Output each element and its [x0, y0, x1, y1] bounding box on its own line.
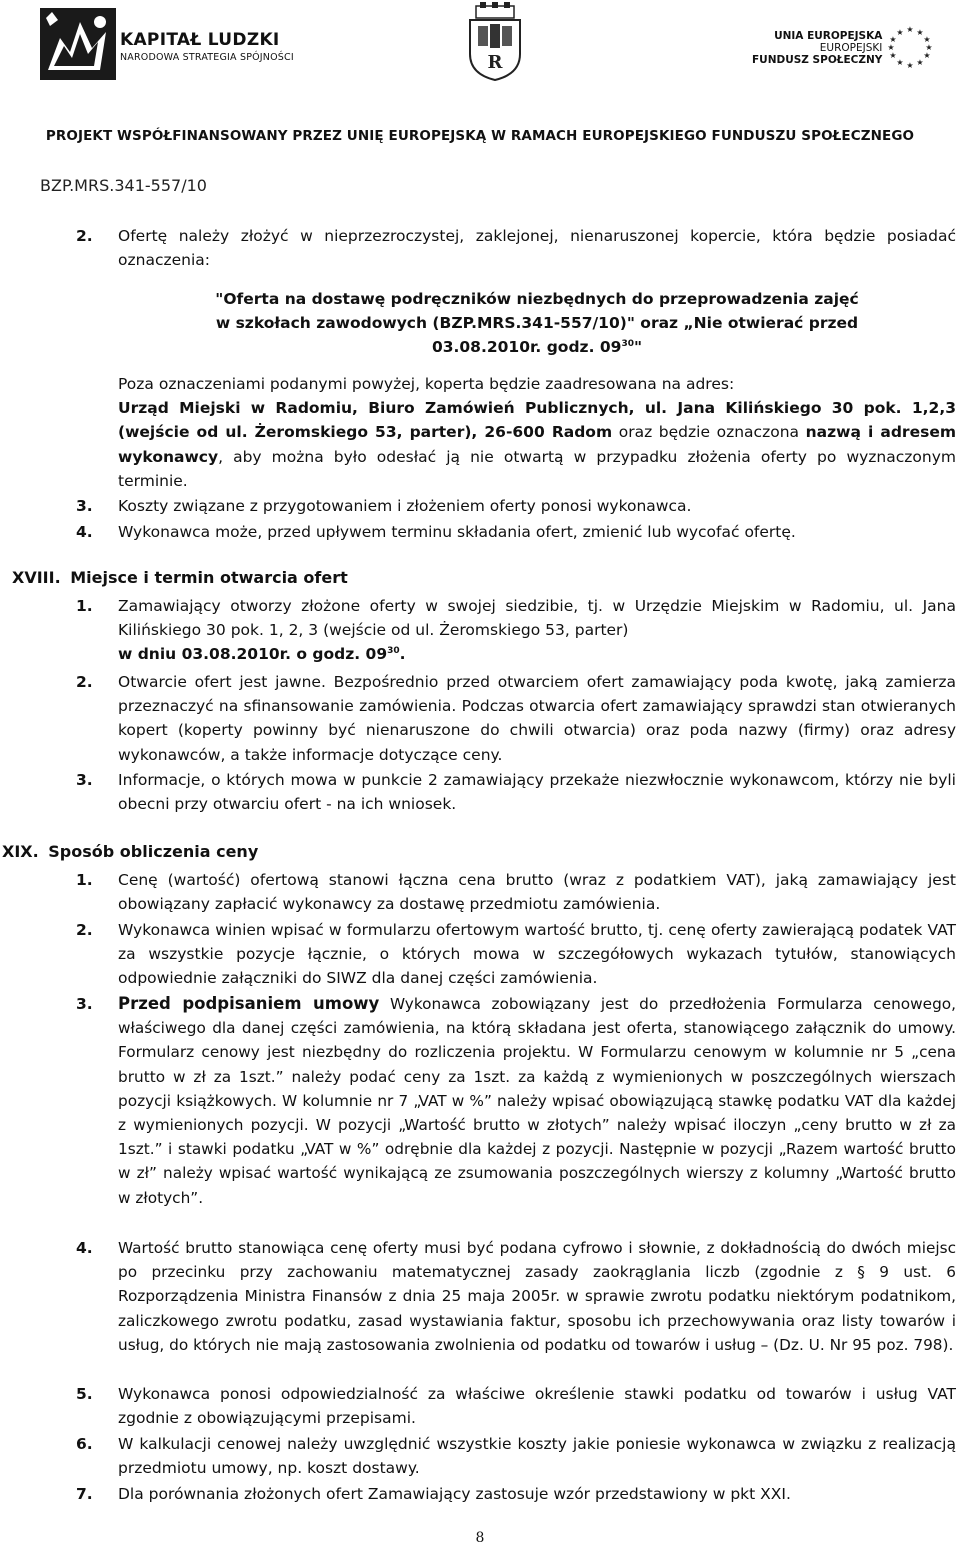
item-text: Otwarcie ofert jest jawne. Bezpośrednio przed otwarciem ofert zamawiający poda kwotę, jaką zamierza przeznaczyć na sfinansowanie zamówienia. Podczas otwarcia ofert zamawiający sprawdzi stan otwieranych kopert (koperty powinny być nienaruszone do chwili otwarcia) oraz poda nazwy (firmy) oraz adresy wykonawców, a także informacje dotyczące ceny.: [118, 673, 956, 764]
section-title: Sposób obliczenia ceny: [48, 842, 259, 861]
kapital-ludzki-logo-icon: [40, 8, 116, 80]
svg-text:★: ★: [925, 43, 933, 52]
eu-label-line1: UNIA EUROPEJSKA: [774, 30, 883, 42]
svg-text:★: ★: [887, 43, 895, 52]
item-text: Wykonawca winien wpisać w formularzu ofertowym wartość brutto, tj. cenę oferty zawierającą podatek VAT za wszystkie pozycje łącznie, o których mowa w szczegółowych wykazach tytułów, stanowiących odpowiednie załączniki do SIWZ dla danej części zamówienia.: [118, 921, 956, 988]
item-text: Zamawiający otworzy złożone oferty w swojej siedzibie, tj. w Urzędzie Miejskim w Radomiu, ul. Jana Kilińskiego 30 pok. 1, 2, 3 (wejście od ul. Żeromskiego 53, parter) w dniu 03.08.2010r. o godz. $09^{30}$.: [118, 597, 956, 664]
item-number: 1.: [76, 871, 93, 889]
kapital-ludzki-wordmark: [120, 30, 294, 63]
item-text: Koszty związane z przygotowaniem i złożeniem oferty ponosi wykonawca.: [118, 497, 692, 515]
item-text: Dla porównania złożonych ofert Zamawiający zastosuje wzór przedstawiony w pkt XXI.: [118, 1485, 791, 1503]
item-text: Informacje, o których mowa w punkcie 2 zamawiający przekaże niezwłocznie wykonawcom, którzy nie byli obecni przy otwarciu ofert - na ich wniosek.: [118, 771, 956, 814]
item-number: 7.: [76, 1485, 93, 1503]
svg-text:★: ★: [923, 35, 931, 44]
envelope-label-line3: 03.08.2010r. godz. $09^{30}$": [431, 338, 643, 356]
item-text: Przed podpisaniem umowy Wykonawca zobowiązany jest do przedłożenia Formularza cenowego, właściwego dla danej części zamówienia, na którą składana jest oferta, stanowiącego załącznik do umowy. Formularz cenowy jest niezbędny do rozliczenia projektu. W Formularzu cenowym w kolumnie nr 5 „cena brutto w zł za 1szt.” należy podać ceny za 1szt. za każdą z wymienionych w poszczególnych wierszach pozycji książkowych. W kolumnie nr 7 „VAT w %” należy wpisać obowiązującą stawkę podatku VAT dla każdej z wymienionych pozycji. W pozycji „Wartość brutto w złotych” należy wpisać iloczyn „ceny brutto w zł za 1szt.” i stawki podatku „VAT w %” odrębnie dla każdej z pozycji. Następnie w pozycji „Razem wartość brutto w zł” należy wpisać wartość wynikającą ze zsumowania poszczególnych wierszy z kolumny „Wartość brutto w złotych”.: [118, 994, 957, 1207]
item-number: 5.: [76, 1385, 93, 1403]
item-number: 1.: [76, 597, 93, 615]
item-number: 4.: [76, 1239, 93, 1257]
eu-label-line2: EUROPEJSKI: [819, 42, 883, 54]
item-number: 2.: [76, 921, 93, 939]
section-number: XIX.: [2, 842, 39, 861]
item-number: 2.: [76, 227, 93, 245]
item-text: Cenę (wartość) ofertową stanowi łączna cena brutto (wraz z podatkiem VAT), jaką zamawiający jest obowiązany zapłacić wykonawcy za dostawę przedmiotu zamówienia.: [118, 871, 956, 914]
address-text: Poza oznaczeniami podanymi powyżej, koperta będzie zaadresowana na adres: Urząd Miejski w Radomiu, Biuro Zamówień Publicznych, ul. Jana Kilińskiego 30 pok. 1,2,3 (wejście od ul. Żeromskiego 53, parter), 26-600 Radom oraz będzie oznaczona nazwą i adresem wykonawcy, aby można było odesłać ją nie otwartą w przypadku złożenia oferty po wyznaczonym terminie.: [118, 375, 956, 490]
eu-fund-label: [752, 30, 882, 66]
svg-text:★: ★: [906, 25, 914, 34]
section-heading-xix: [2, 840, 952, 864]
item-number: 4.: [76, 523, 93, 541]
radom-crest-icon: [464, 2, 526, 82]
project-cofinancing-line: PROJEKT WSPÓŁFINANSOWANY PRZEZ UNIĘ EUROPEJSKĄ W RAMACH EUROPEJSKIEGO FUNDUSZU SPOŁECZNEGO: [45, 128, 915, 144]
svg-text:★: ★: [916, 28, 924, 37]
item-text: W kalkulacji cenowej należy uwzględnić wszystkie koszty jakie poniesie wykonawca w związku z realizacją przedmiotu umowy, np. koszt dostawy.: [118, 1435, 956, 1478]
eu-flag-icon: [880, 22, 940, 70]
address-bold: Urząd Miejski w Radomiu, Biuro Zamówień Publicznych, ul. Jana Kilińskiego 30 pok. 1,2,3 (wejście od ul. Żeromskiego 53, parter), 26-600 Radom: [118, 399, 956, 442]
kapital-ludzki-title: KAPITAŁ LUDZKI: [120, 30, 280, 50]
reference-number: BZP.MRS.341-557/10: [40, 176, 207, 195]
svg-text:★: ★: [906, 61, 914, 70]
item-number: 2.: [76, 673, 93, 691]
item-number: 6.: [76, 1435, 93, 1453]
svg-text:★: ★: [916, 58, 924, 67]
envelope-label-line2: w szkołach zawodowych (BZP.MRS.341-557/10)" oraz „Nie otwierać przed: [215, 314, 859, 332]
item-number: 3.: [76, 995, 93, 1013]
item-number: 3.: [76, 497, 93, 515]
section-heading-xviii: [12, 566, 952, 590]
section-number: XVIII.: [12, 568, 61, 587]
eu-label-line3: FUNDUSZ SPOŁECZNY: [752, 54, 883, 66]
page-header: [0, 0, 960, 144]
item-text: Wykonawca może, przed upływem terminu składania ofert, zmienić lub wycofać ofertę.: [118, 523, 796, 541]
envelope-label-line1: "Oferta na dostawę podręczników niezbędnych do przeprowadzenia zajęć: [215, 290, 859, 308]
svg-text:★: ★: [923, 51, 931, 60]
item-text: Wykonawca ponosi odpowiedzialność za właściwe określenie stawki podatku od towarów i usług VAT zgodnie z obowiązującymi przepisami.: [118, 1385, 956, 1428]
item-text: Wartość brutto stanowiąca cenę oferty musi być podana cyfrowo i słownie, z dokładnością do dwóch miejsc po przecinku przy zachowaniu matematycznej zasady zaokrąglania liczb (zgodnie z § 9 ust. 6 Rozporządzenia Ministra Finansów z dnia 25 maja 2005r. w sprawie zwrotu podatku niektórym podatnikom, zaliczkowego zwrotu podatku, zasad wystawiania faktur, sposobu ich przechowywania oraz listy towarów i usług, do których nie mają zastosowania zwolnienia od podatku od towarów i usług – (Dz. U. Nr 95 poz. 798).: [118, 1239, 956, 1354]
item-text: Ofertę należy złożyć w nieprzezroczystej, zaklejonej, nienaruszonej kopercie, która będzie posiadać oznaczenia:: [118, 227, 956, 270]
item-number: 3.: [76, 771, 93, 789]
svg-text:★: ★: [896, 28, 904, 37]
svg-text:★: ★: [896, 58, 904, 67]
section-title: Miejsce i termin otwarcia ofert: [70, 568, 348, 587]
svg-text:★: ★: [889, 51, 897, 60]
kapital-ludzki-subtitle: NARODOWA STRATEGIA SPÓJNOŚCI: [120, 52, 294, 63]
svg-text:R: R: [487, 52, 503, 73]
page-number: 8: [475, 1530, 485, 1546]
svg-text:★: ★: [889, 35, 897, 44]
